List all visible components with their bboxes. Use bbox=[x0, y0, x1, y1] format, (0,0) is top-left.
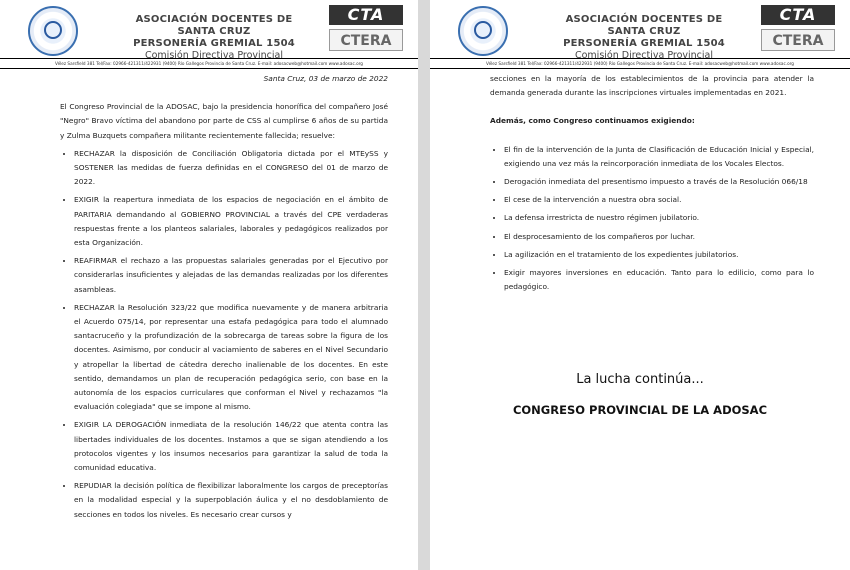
resolutions-list bbox=[60, 147, 388, 522]
organization-block bbox=[548, 14, 740, 62]
organization-block bbox=[118, 14, 310, 62]
signature: CONGRESO PROVINCIAL DE LA ADOSAC bbox=[512, 403, 768, 417]
demand-item: • El fin de la intervención de la Junta de Clasificación de Educación Inicial y Especial, exigiendo una vez más la reincorporación inmediata de los Vocales Electos. bbox=[504, 143, 814, 171]
address-bar: Vélez Sarsfield 381 Tel/Fax: 02966-421311/422931 (9400) Río Gallegos Provincia de Santa Cruz. E-mail: adosacweb@hotmail.com www.adosac.org bbox=[430, 58, 850, 69]
page-2-body bbox=[490, 72, 814, 298]
demand-item: • Derogación inmediata del presentismo impuesto a través de la Resolución 066/18 bbox=[504, 175, 814, 189]
demands-heading: Además, como Congreso continuamos exigiendo: bbox=[490, 116, 695, 126]
org-name: ASOCIACIÓN DOCENTES DE SANTA CRUZ bbox=[565, 14, 723, 37]
cta-logo: CTA bbox=[761, 5, 835, 25]
cta-logo: CTA bbox=[329, 5, 403, 25]
resolution-item: • EXIGIR LA DEROGACIÓN inmediata de la resolución 146/22 que atenta contra las libertades individuales de los docentes. Instamos a que se sigan atendiendo a los protocolos vigentes y los insumos necesarios para garantizar la salud de toda la comunidad educativa. bbox=[74, 418, 388, 475]
adosac-seal-logo bbox=[28, 6, 78, 56]
document-date: Santa Cruz, 03 de marzo de 2022 bbox=[263, 74, 388, 83]
letterhead bbox=[430, 0, 850, 61]
org-personeria: PERSONERÍA GREMIAL 1504 bbox=[133, 38, 295, 49]
org-name: ASOCIACIÓN DOCENTES DE SANTA CRUZ bbox=[135, 14, 293, 37]
continuation-paragraph: secciones en la mayoría de los establecimientos de la provincia para atender la demanda generada durante las inscripciones virtuales implementadas en 2021. bbox=[490, 74, 814, 98]
resolution-item: • REAFIRMAR el rechazo a las propuestas salariales generadas por el Ejecutivo por considerarlas insuficientes y alejadas de las demandas realizadas por los diferentes asambleas. bbox=[74, 254, 388, 297]
demand-item: • La defensa irrestricta de nuestro régimen jubilatorio. bbox=[504, 211, 814, 225]
resolution-item: • RECHAZAR la Resolución 323/22 que modifica nuevamente y de manera arbitraria el Acuerdo 075/14, por representar una estafa pedagógica para todo el alumnado santacruceño y la profundización de la sobrecarga de tareas sobre la figura de los docentes. Asimismo, por conducir al vaciamiento de saberes en el Nivel Secundario y atropellar la libertad de cátedra derecho inalienable de los docentes. En este sentido, demandamos un plan de recuperación pedagógica serio, con base en la autonomía de los espacios curriculares que conforman el Nivel y rechazamos "la evaluación colegiada" que se impone al mismo. bbox=[74, 301, 388, 415]
page-1-body bbox=[60, 72, 388, 526]
document-page-1 bbox=[0, 0, 418, 570]
document-page-2 bbox=[430, 0, 850, 570]
org-personeria: PERSONERÍA GREMIAL 1504 bbox=[563, 38, 725, 49]
demand-item: • El desprocesamiento de los compañeros por luchar. bbox=[504, 230, 814, 244]
resolution-item: • RECHAZAR la disposición de Conciliación Obligatoria dictada por el MTEySS y SOSTENER las medidas de fuerza definidas en el CONGRESO del 01 de marzo de 2022. bbox=[74, 147, 388, 190]
org-comision: Comisión Directiva Provincial bbox=[144, 50, 283, 61]
resolution-item: • REPUDIAR la decisión política de flexibilizar laboralmente los cargos de preceptorías en la modalidad especial y la superpoblación áulica y el no desdoblamiento de secciones en todos los niveles. Es necesario crear cursos y bbox=[74, 479, 388, 522]
closing-line: La lucha continúa... bbox=[576, 372, 704, 387]
adosac-seal-logo bbox=[458, 6, 508, 56]
org-comision: Comisión Directiva Provincial bbox=[574, 50, 713, 61]
ctera-logo: CTERA bbox=[329, 29, 403, 51]
letterhead bbox=[0, 0, 418, 61]
demands-list bbox=[490, 143, 814, 295]
ctera-logo: CTERA bbox=[761, 29, 835, 51]
demand-item: • La agilización en el tratamiento de los expedientes jubilatorios. bbox=[504, 248, 814, 262]
address-bar: Vélez Sarsfield 381 Tel/Fax: 02966-421311/422931 (9400) Río Gallegos Provincia de Santa Cruz. E-mail: adosacweb@hotmail.com www.adosac.org bbox=[0, 58, 418, 69]
demand-item: • El cese de la intervención a nuestra obra social. bbox=[504, 193, 814, 207]
demand-item: • Exigir mayores inversiones en educación. Tanto para lo edilicio, como para lo pedagógico. bbox=[504, 266, 814, 294]
intro-paragraph: El Congreso Provincial de la ADOSAC, bajo la presidencia honorífica del compañero José "Negro" Bravo víctima del abandono por parte de CSS al cumplirse 6 años de su partida y Zulma Buzquets compañera militante recientemente fallecida; resuelve: bbox=[60, 102, 388, 140]
resolution-item: • EXIGIR la reapertura inmediata de los espacios de negociación en el ámbito de PARITARIA demandando al GOBIERNO PROVINCIAL a través del CPE verdaderas respuestas frente a los planteos salariales, laborales y pedagógicos realizados por esta Organización. bbox=[74, 193, 388, 250]
